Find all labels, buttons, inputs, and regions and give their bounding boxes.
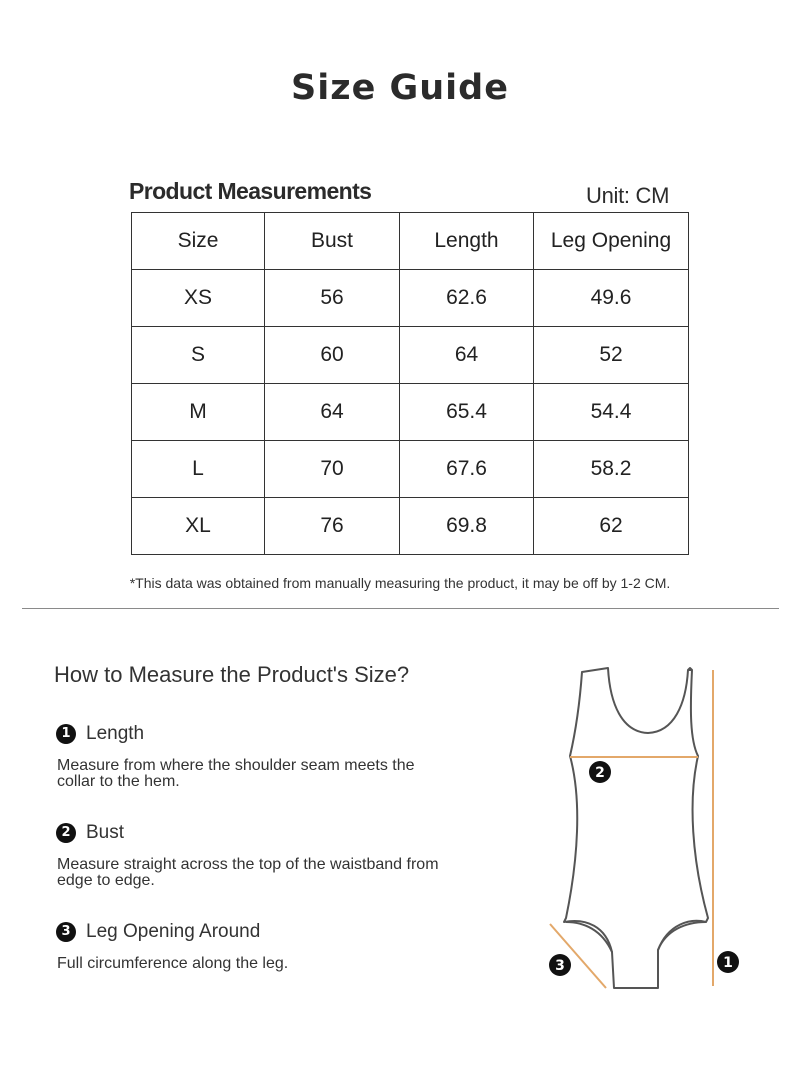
marker-2-icon <box>589 761 611 783</box>
marker-1-icon <box>717 951 739 973</box>
length-item-label: Length <box>86 723 145 744</box>
number-2-icon: 2 <box>56 823 76 843</box>
page-title: Size Guide <box>291 68 509 108</box>
number-3-icon: 3 <box>56 922 76 942</box>
number-1-icon: 1 <box>56 724 76 744</box>
bust-item-label: Bust <box>86 822 125 843</box>
table-cell: 65.4 <box>400 384 534 441</box>
table-cell: 70 <box>265 441 400 498</box>
bust-item-heading <box>56 822 124 844</box>
table-cell: XL <box>132 498 265 555</box>
table-cell: 62.6 <box>400 270 534 327</box>
column-header: Leg Opening <box>534 213 689 270</box>
table-row <box>132 327 689 384</box>
table-cell: 64 <box>400 327 534 384</box>
section-divider <box>22 608 779 609</box>
bodysuit-shape-icon <box>564 668 708 988</box>
table-cell: 64 <box>265 384 400 441</box>
length-item-heading <box>56 723 144 745</box>
measurements-heading: Product Measurements <box>129 178 372 204</box>
how-to-heading: How to Measure the Product's Size? <box>54 662 410 687</box>
table-cell: M <box>132 384 265 441</box>
table-cell: 60 <box>265 327 400 384</box>
leg-opening-item-heading <box>56 921 260 943</box>
leg-opening-item-label: Leg Opening Around <box>86 921 261 942</box>
column-header: Bust <box>265 213 400 270</box>
table-cell: S <box>132 327 265 384</box>
column-header: Length <box>400 213 534 270</box>
table-cell: 62 <box>534 498 689 555</box>
table-cell: 67.6 <box>400 441 534 498</box>
svg-text:2: 2 <box>595 765 605 781</box>
table-cell: 69.8 <box>400 498 534 555</box>
svg-text:1: 1 <box>723 955 733 971</box>
length-item-description: Measure from where the shoulder seam meets the collar to the hem. <box>57 757 415 790</box>
table-row <box>132 441 689 498</box>
unit-label: Unit: CM <box>586 183 670 208</box>
table-cell: 58.2 <box>534 441 689 498</box>
table-cell: 54.4 <box>534 384 689 441</box>
bust-item-description: Measure straight across the top of the waistband from edge to edge. <box>57 856 439 889</box>
column-header: Size <box>132 213 265 270</box>
marker-3-icon <box>549 954 571 976</box>
table-cell: 49.6 <box>534 270 689 327</box>
svg-text:3: 3 <box>555 958 565 974</box>
table-cell: 52 <box>534 327 689 384</box>
table-cell: XS <box>132 270 265 327</box>
table-cell: L <box>132 441 265 498</box>
table-row <box>132 498 689 555</box>
measurement-note: *This data was obtained from manually measuring the product, it may be off by 1-2 CM. <box>129 575 671 591</box>
table-cell: 56 <box>265 270 400 327</box>
table-cell: 76 <box>265 498 400 555</box>
size-table <box>131 212 689 555</box>
leg-opening-item-description: Full circumference along the leg. <box>57 955 289 972</box>
bodysuit-diagram <box>540 660 780 1000</box>
table-header-row <box>132 213 689 270</box>
table-row <box>132 270 689 327</box>
table-row <box>132 384 689 441</box>
